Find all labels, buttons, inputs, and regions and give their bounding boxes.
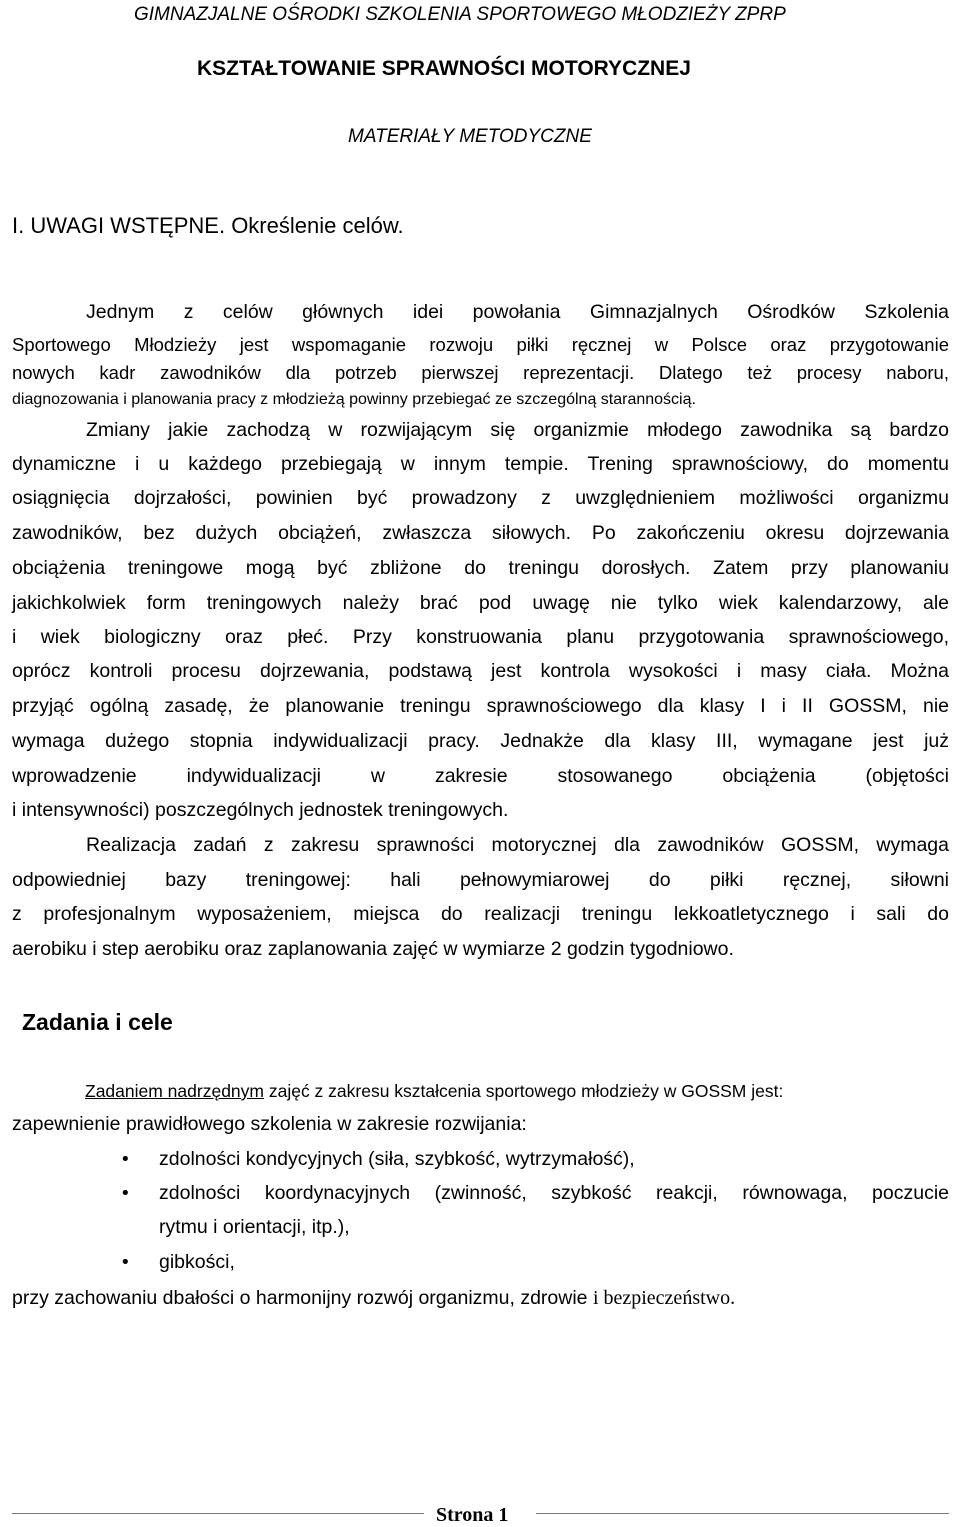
paragraph-line: nowych kadr zawodników dla potrzeb pierwszej reprezentacji. Dlatego też procesy naboru, [12, 362, 949, 383]
bullet-item: zdolności koordynacyjnych (zwinność, szybkość reakcji, równowaga, poczucie [159, 1182, 949, 1204]
goals-intro-underlined: Zadaniem nadrzędnym [85, 1081, 264, 1101]
paragraph-line: dynamiczne i u każdego przebiegają w innym tempie. Trening sprawnościowy, do momentu [12, 453, 949, 475]
paragraph-line: odpowiedniej bazy treningowej: hali pełnowymiarowej do piłki ręcznej, siłowni [12, 869, 949, 891]
footer-rule-right [536, 1513, 949, 1514]
document-title: KSZTAŁTOWANIE SPRAWNOŚCI MOTORYCZNEJ [197, 57, 691, 80]
section-heading-goals: Zadania i cele [22, 1009, 173, 1035]
bullet-item: gibkości, [159, 1251, 235, 1273]
paragraph-line: i wiek biologiczny oraz płeć. Przy konstruowania planu przygotowania sprawnościowego, [12, 626, 949, 648]
goals-intro [85, 1081, 783, 1102]
closing-line [12, 1287, 735, 1310]
paragraph-line: jakichkolwiek form treningowych należy brać pod uwagę nie tylko wiek kalendarzowy, ale [12, 592, 949, 614]
footer-rule-left [12, 1513, 424, 1514]
bullet-item: zdolności kondycyjnych (siła, szybkość, wytrzymałość), [159, 1148, 635, 1170]
bullet-marker: • [120, 1252, 131, 1273]
bullet-item-continuation: rytmu i orientacji, itp.), [159, 1216, 350, 1238]
paragraph-line: Zmiany jakie zachodzą w rozwijającym się organizmie młodego zawodnika są bardzo [86, 419, 949, 441]
bullet-marker: • [120, 1183, 131, 1204]
section-heading-intro: I. UWAGI WSTĘPNE. Określenie celów. [12, 213, 404, 238]
paragraph-line: wymaga dużego stopnia indywidualizacji pracy. Jednakże dla klasy III, wymagane jest już [12, 730, 949, 752]
paragraph-line: oprócz kontroli procesu dojrzewania, podstawą jest kontrola wysokości i masy ciała. Można [12, 660, 949, 682]
page-number: Strona 1 [436, 1504, 509, 1526]
paragraph-line: przyjąć ogólną zasadę, że planowanie treningu sprawnościowego dla klasy I i II GOSSM, nie [12, 695, 949, 717]
paragraph-line: i intensywności) poszczególnych jednostek treningowych. [12, 799, 509, 821]
paragraph-line: Realizacja zadań z zakresu sprawności motorycznej dla zawodników GOSSM, wymaga [86, 834, 949, 856]
paragraph-line: diagnozowania i planowania pracy z młodzieżą powinny przebiegać ze szczególną starannością. [12, 391, 696, 408]
closing-main: przy zachowaniu dbałości o harmonijny rozwój organizmu, zdrowie [12, 1287, 593, 1309]
paragraph-line: Jednym z celów głównych idei powołania Gimnazjalnych Ośrodków Szkolenia [86, 301, 949, 323]
document-subtitle: MATERIAŁY METODYCZNE [348, 126, 592, 147]
closing-tail: i bezpieczeństwo. [592, 1287, 736, 1309]
paragraph-line: aerobiku i step aerobiku oraz zaplanowania zajęć w wymiarze 2 godzin tygodniowo. [12, 938, 734, 960]
paragraph-line: zawodników, bez dużych obciążeń, zwłaszcza siłowych. Po zakończeniu okresu dojrzewania [12, 522, 949, 544]
paragraph-line: osiągnięcia dojrzałości, powinien być prowadzony z uwzględnieniem możliwości organizmu [12, 487, 949, 509]
paragraph-line: z profesjonalnym wyposażeniem, miejsca do realizacji treningu lekkoatletycznego i sali do [12, 903, 949, 925]
paragraph-line: obciążenia treningowe mogą być zbliżone do treningu dorosłych. Zatem przy planowaniu [12, 557, 949, 579]
org-header: GIMNAZJALNE OŚRODKI SZKOLENIA SPORTOWEGO MŁODZIEŻY ZPRP [134, 4, 786, 25]
paragraph-line: Sportowego Młodzieży jest wspomaganie rozwoju piłki ręcznej w Polsce oraz przygotowanie [12, 334, 949, 355]
paragraph-line: wprowadzenie indywidualizacji w zakresie stosowanego obciążenia (objętości [12, 765, 949, 787]
goals-line: zapewnienie prawidłowego szkolenia w zakresie rozwijania: [12, 1113, 527, 1135]
goals-intro-rest: zajęć z zakresu kształcenia sportowego młodzieży w GOSSM jest: [263, 1081, 784, 1101]
bullet-marker: • [120, 1149, 131, 1170]
